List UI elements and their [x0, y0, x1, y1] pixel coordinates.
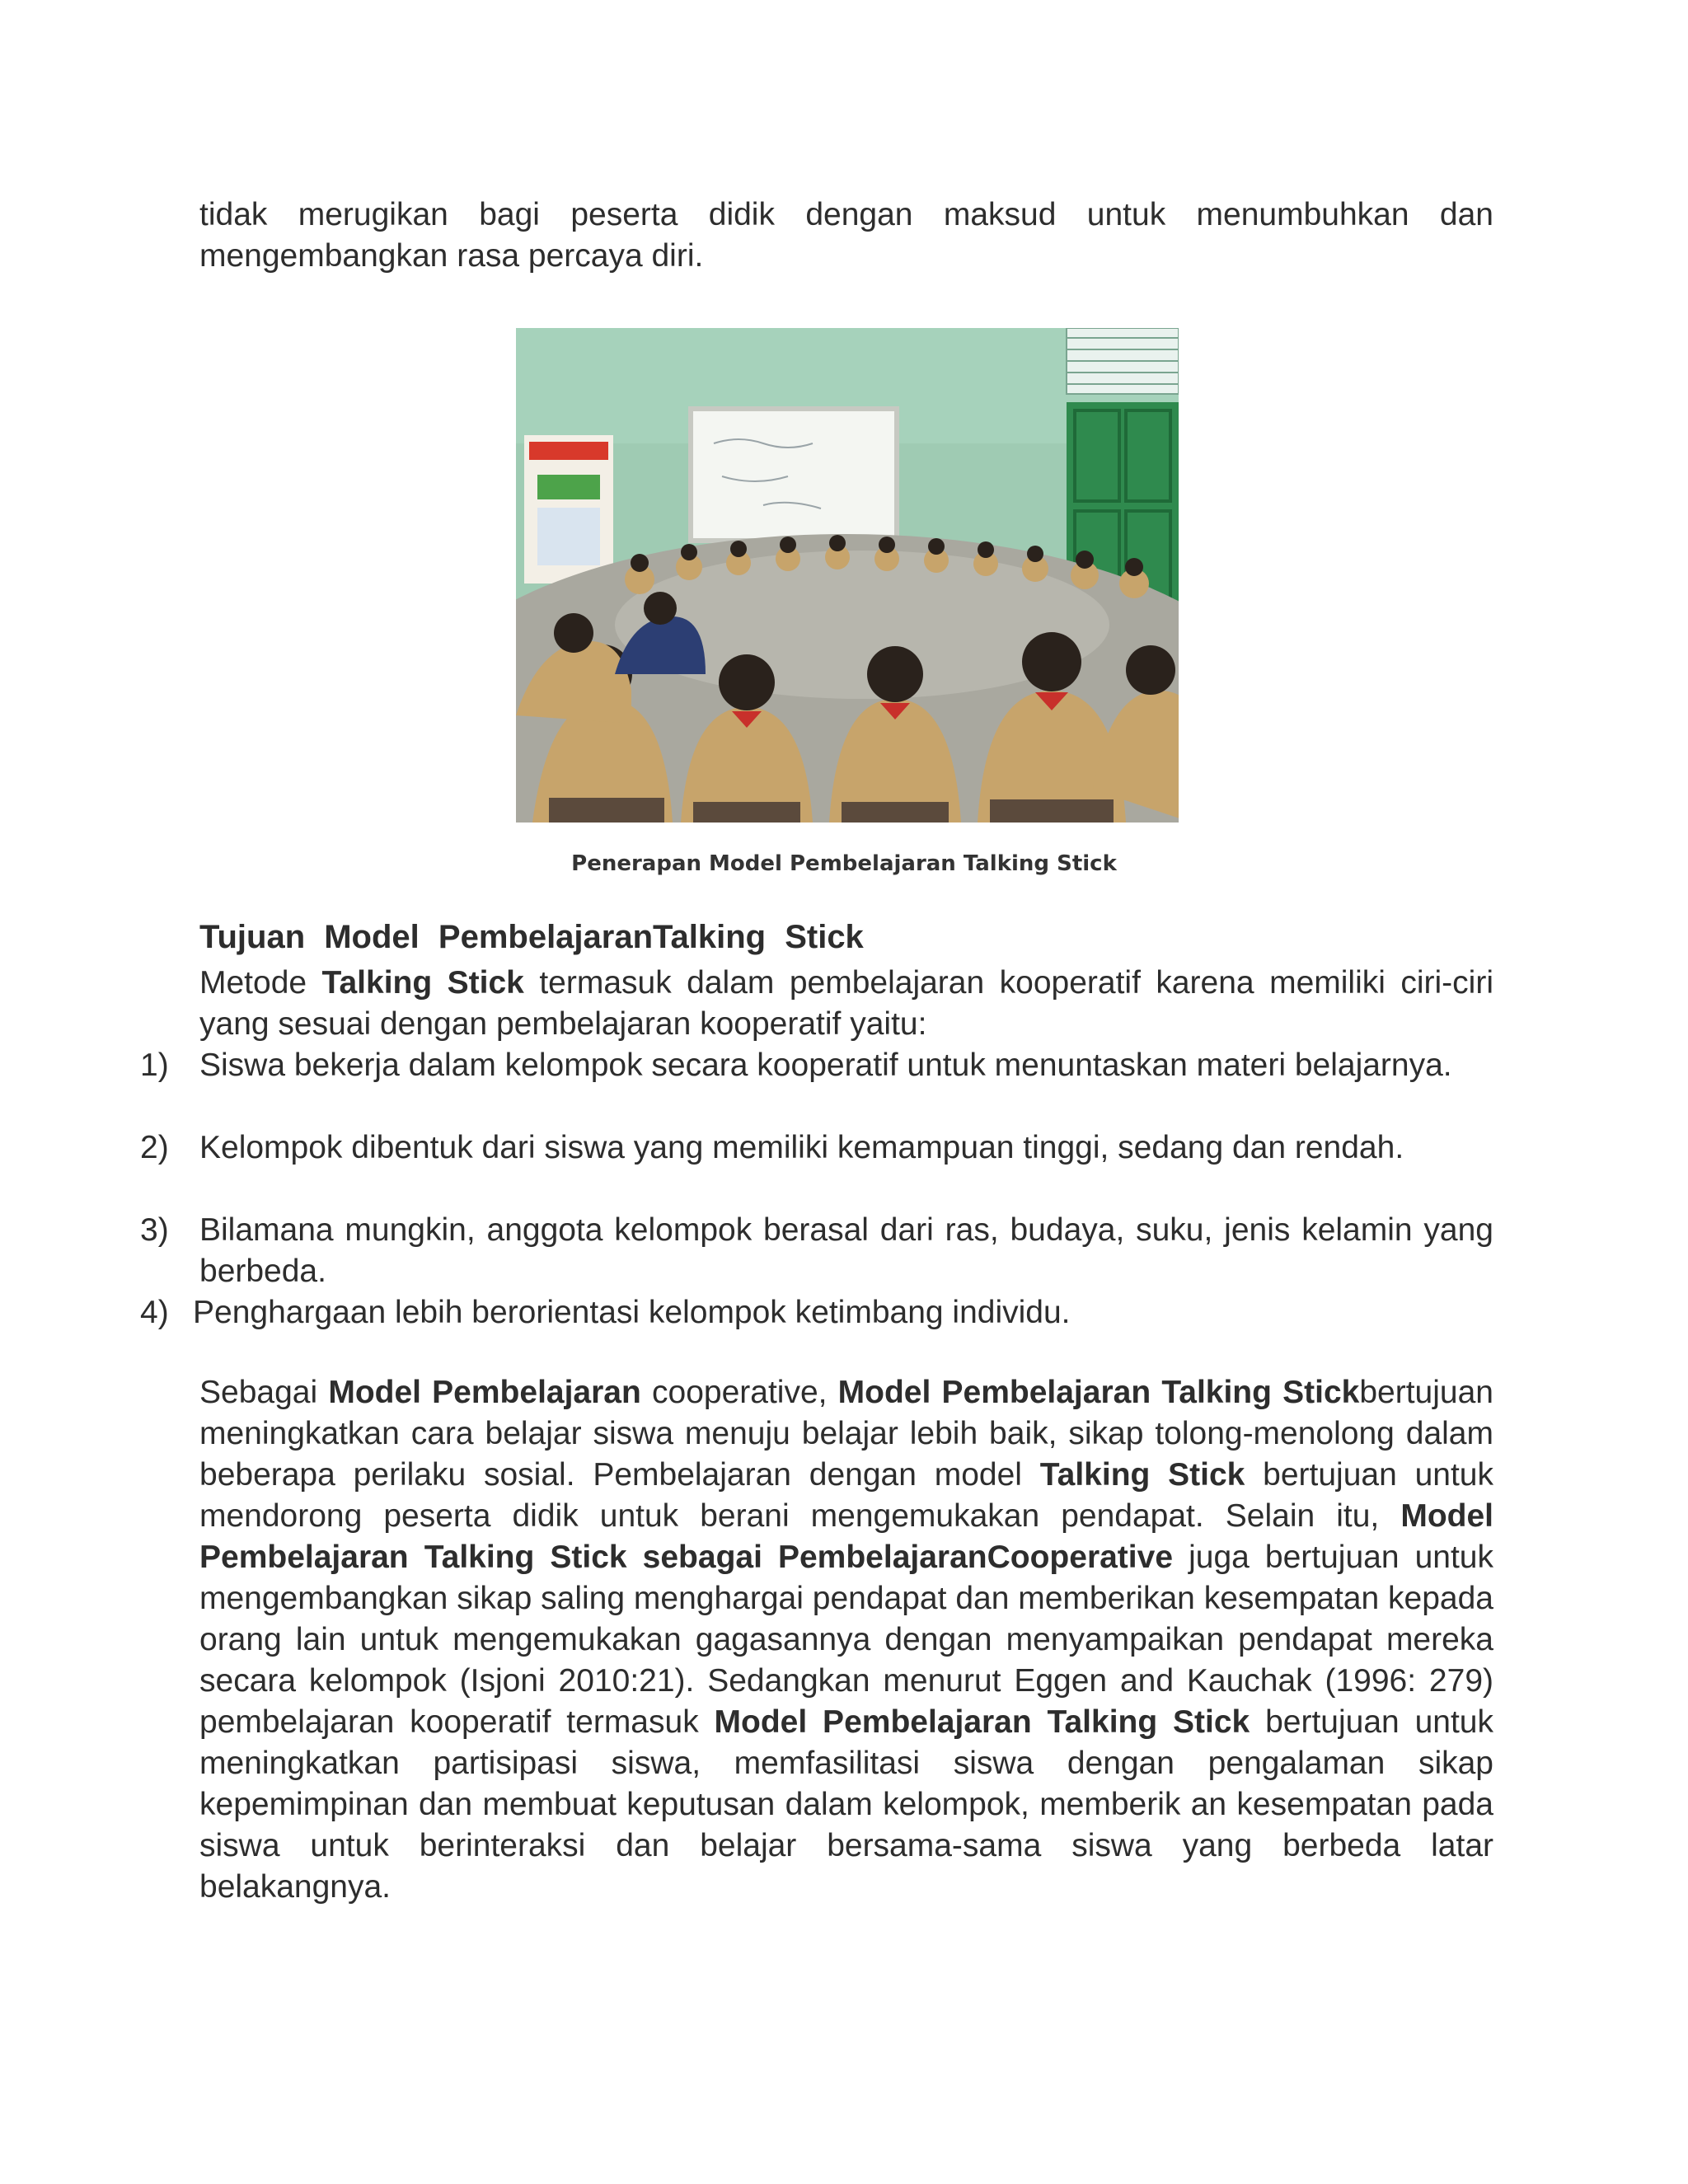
body-paragraph: [199, 1372, 1493, 1908]
list-item-text: Penghargaan lebih berorientasi kelompok ketimbang individu.: [193, 1295, 1071, 1330]
section-heading: Tujuan Model PembelajaranTalking Stick: [199, 919, 864, 955]
lead-text: termasuk dalam pembelajaran kooperatif karena memiliki ciri-ciri yang sesuai dengan pembelajaran kooperatif yaitu:: [199, 965, 1493, 1042]
list-item: [140, 1210, 1500, 1292]
body-bold-term: Talking Stick: [1039, 1457, 1245, 1493]
body-text: bertujuan untuk mendorong peserta didik untuk berani mengemukakan pendapat. Selain itu,: [199, 1457, 1493, 1534]
intro-paragraph: tidak merugikan bagi peserta didik dengan maksud untuk menumbuhkan dan mengembangkan rasa percaya diri.: [199, 197, 1493, 274]
list-item-text: Siswa bekerja dalam kelompok secara kooperatif untuk menuntaskan materi belajarnya.: [199, 1047, 1452, 1083]
body-bold-term: Model Pembelajaran: [328, 1375, 641, 1410]
body-bold-term: Model Pembelajaran Talking Stick: [714, 1704, 1250, 1740]
lead-paragraph: [199, 963, 1493, 1045]
body-text: Sebagai: [199, 1375, 329, 1410]
list-item-number: 1): [140, 1047, 169, 1083]
figure-caption: Penerapan Model Pembelajaran Talking Stick: [571, 851, 1117, 876]
body-bold-term: Model Pembelajaran Talking Stick: [837, 1375, 1360, 1410]
list-item-number: 3): [140, 1212, 169, 1248]
body-bold-term: Model Pembelajaran Talking Stick sebagai PembelajaranCooperative: [199, 1498, 1493, 1575]
list-item-text: Bilamana mungkin, anggota kelompok berasal dari ras, budaya, suku, jenis kelamin yang berbeda.: [199, 1212, 1493, 1289]
list-item-text: Kelompok dibentuk dari siswa yang memiliki kemampuan tinggi, sedang dan rendah.: [199, 1130, 1404, 1165]
list-item-number: 2): [140, 1130, 169, 1165]
body-text: bertujuan untuk meningkatkan partisipasi siswa, memfasilitasi siswa dengan pengalaman sikap kepemimpinan dan membuat keputusan dalam kelompok, memberik an kesempatan pada siswa untuk berinteraksi dan belajar bersama-sama siswa yang berbeda latar belakangnya.: [199, 1704, 1493, 1905]
body-text: cooperative,: [640, 1375, 838, 1410]
classroom-photo-illustration: [516, 328, 1179, 823]
lead-bold-term: Talking Stick: [321, 965, 524, 1001]
list-item: [140, 1127, 1500, 1210]
list-item-number: 4): [140, 1295, 169, 1330]
list-item: [140, 1045, 1500, 1127]
body-text: bertujuan meningkatkan cara belajar siswa menuju belajar lebih baik, sikap tolong-menolong dalam beberapa perilaku sosial. Pembelajaran dengan model: [199, 1375, 1493, 1493]
list-item: [140, 1292, 1500, 1333]
body-text: juga bertujuan untuk mengembangkan sikap saling menghargai pendapat dan memberikan kesempatan kepada orang lain untuk mengemukakan gagasannya dengan menyampaikan pendapat mereka secara kelompok (Isjoni 2010:21). Sedangkan menurut Eggen and Kauchak (1996: 279) pembelajaran kooperatif termasuk: [199, 1540, 1493, 1740]
lead-text: Metode: [199, 965, 322, 1001]
classroom-photo: [516, 328, 1179, 823]
